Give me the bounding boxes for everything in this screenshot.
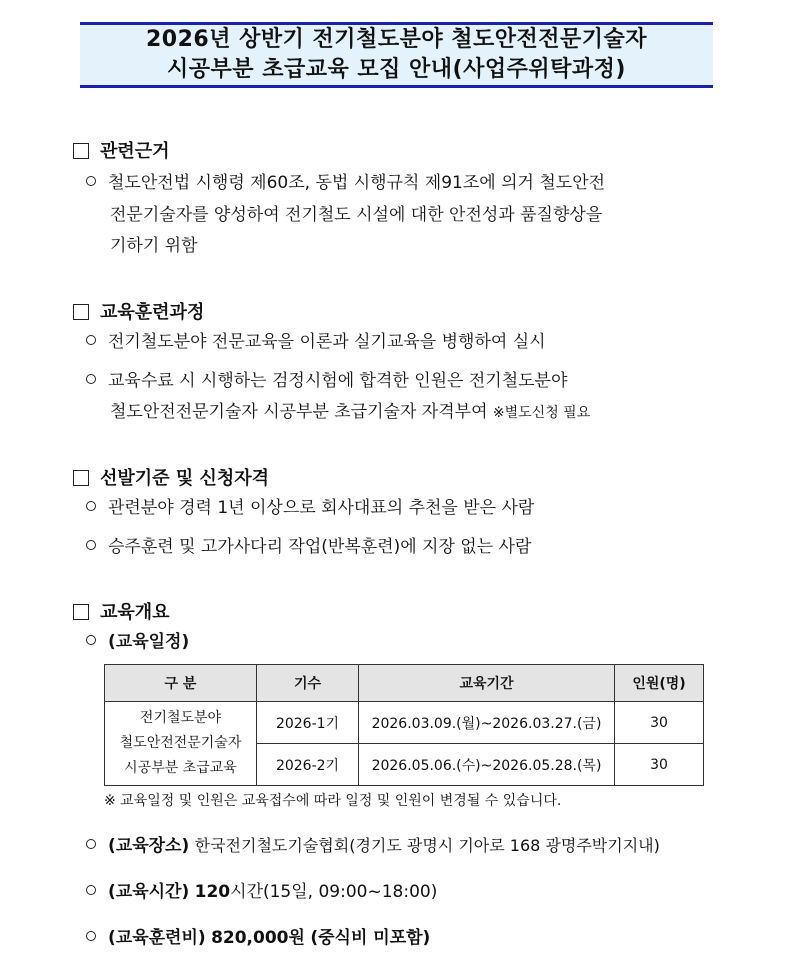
schedule-label-item [86, 625, 189, 659]
course-item-2-note: ※별도신청 필요 [492, 405, 591, 421]
place-item [86, 831, 660, 856]
time-item [86, 877, 437, 902]
section-overview-heading: 교육개요 [100, 602, 170, 623]
header-category: 구 분 [105, 665, 257, 702]
circle-bullet-icon [86, 501, 96, 511]
circle-bullet-icon [86, 931, 96, 941]
count-cell: 30 [615, 702, 704, 744]
header-count: 인원(명) [615, 665, 704, 702]
time-label: (교육시간) [108, 882, 190, 902]
square-bullet-icon [73, 470, 89, 486]
table-header-row [105, 665, 704, 702]
header-period: 교육기간 [359, 665, 615, 702]
fee-value: 820,000원 [211, 928, 305, 948]
circle-bullet-icon [86, 635, 96, 645]
schedule-table [104, 664, 704, 786]
fee-note: (중식비 미포함) [310, 928, 431, 948]
section-course [73, 298, 204, 324]
category-line-2: 철도안전전문기술자 [119, 735, 242, 751]
section-basis [73, 137, 170, 163]
schedule-label: (교육일정) [108, 632, 190, 652]
title-banner [80, 22, 713, 88]
category-line-1: 전기철도분야 [139, 710, 222, 726]
count-cell: 30 [615, 744, 704, 786]
place-value: 한국전기철도기술협회(경기도 광명시 기아로 168 광명주박기지내) [194, 836, 660, 855]
basis-line-1: 철도안전법 시행령 제60조, 동법 시행규칙 제91조에 의거 철도안전 [108, 173, 606, 193]
section-overview [73, 598, 170, 624]
term-cell: 2026-2기 [257, 744, 359, 786]
course-item-1-text: 전기철도분야 전문교육을 이론과 실기교육을 병행하여 실시 [108, 332, 546, 352]
criteria-item-2 [86, 530, 531, 564]
section-criteria-heading: 선발기준 및 신청자격 [100, 468, 270, 489]
period-cell: 2026.05.06.(수)~2026.05.28.(목) [359, 744, 615, 786]
course-item-2-line-2: 철도안전전문기술자 시공부분 초급기술자 자격부여 [110, 402, 488, 422]
table-note: ※ 교육일정 및 인원은 교육접수에 따라 일정 및 인원이 변경될 수 있습니다. [104, 793, 562, 809]
time-value: 시간(15일, 09:00~18:00) [230, 882, 438, 902]
criteria-item-2-text: 승주훈련 및 고가사다리 작업(반복훈련)에 지장 없는 사람 [108, 537, 532, 557]
square-bullet-icon [73, 604, 89, 620]
circle-bullet-icon [86, 885, 96, 895]
basis-item [86, 166, 605, 200]
time-hours: 120 [194, 882, 231, 902]
circle-bullet-icon [86, 374, 96, 384]
title-line-1: 2026년 상반기 전기철도분야 철도안전전문기술자 [146, 27, 647, 52]
period-cell: 2026.03.09.(월)~2026.03.27.(금) [359, 702, 615, 744]
title-line-2: 시공부분 초급교육 모집 안내(사업주위탁과정) [167, 57, 626, 82]
course-item-2-cont [110, 395, 590, 430]
category-cell [105, 702, 257, 786]
basis-line-3: 기하기 위함 [110, 236, 198, 256]
criteria-item-1 [86, 491, 534, 525]
term-cell: 2026-1기 [257, 702, 359, 744]
basis-line-2: 전문기술자를 양성하여 전기철도 시설에 대한 안전성과 품질향상을 [110, 205, 603, 225]
square-bullet-icon [73, 143, 89, 159]
course-item-1 [86, 325, 546, 359]
circle-bullet-icon [86, 335, 96, 345]
criteria-item-1-text: 관련분야 경력 1년 이상으로 회사대표의 추천을 받은 사람 [108, 498, 535, 518]
fee-label: (교육훈련비) [108, 928, 206, 948]
table-row [105, 702, 704, 744]
section-basis-heading: 관련근거 [100, 141, 170, 162]
circle-bullet-icon [86, 176, 96, 186]
section-course-heading: 교육훈련과정 [100, 302, 205, 323]
course-item-2 [86, 364, 567, 398]
category-line-3: 시공부분 초급교육 [124, 760, 237, 776]
section-criteria [73, 464, 269, 490]
circle-bullet-icon [86, 540, 96, 550]
place-label: (교육장소) [108, 836, 190, 856]
fee-item [86, 923, 430, 948]
course-item-2-text: 교육수료 시 시행하는 검정시험에 합격한 인원은 전기철도분야 [108, 371, 568, 391]
header-term: 기수 [257, 665, 359, 702]
square-bullet-icon [73, 304, 89, 320]
circle-bullet-icon [86, 839, 96, 849]
